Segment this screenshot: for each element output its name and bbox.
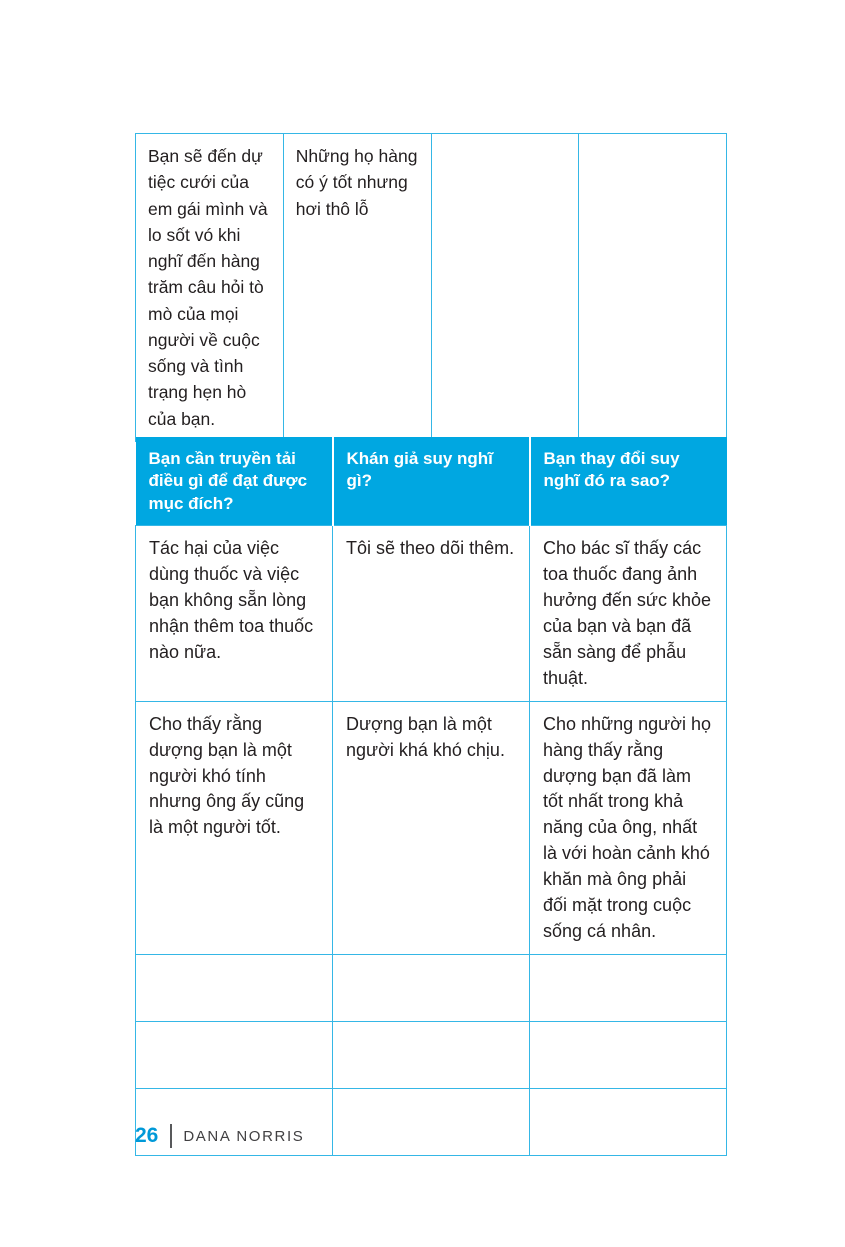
table-cell [136,954,333,1021]
table-cell: Những họ hàng có ý tốt nhưng hơi thô lỗ [283,134,431,442]
table-cell: Cho bác sĩ thấy các toa thuốc đang ảnh hưởng đến sức khỏe của bạn và bạn đã sẵn sàng để phẫu thuật. [530,526,727,701]
table-row [136,954,727,1021]
column-header-change: Bạn thay đổi suy nghĩ đó ra sao? [530,438,727,526]
table-row [136,701,727,954]
page-number: 26 [135,1124,159,1147]
table-cell [333,1021,530,1088]
table-cell: Cho thấy rằng dượng bạn là một người khó tính nhưng ông ấy cũng là một người tốt. [136,701,333,954]
communication-worksheet-table [135,437,727,1156]
table-row [136,526,727,701]
table-cell: Cho những người họ hàng thấy rằng dượng bạn đã làm tốt nhất trong khả năng của ông, nhất là với hoàn cảnh khó khăn mà ông phải đối mặt trong cuộc sống cá nhân. [530,701,727,954]
table-cell [333,1088,530,1155]
table-header-row [136,438,727,526]
table-cell [431,134,579,442]
column-header-message: Bạn cần truyền tải điều gì để đạt được mục đích? [136,438,333,526]
author-name: DANA NORRIS [183,1127,305,1145]
table-row [136,134,727,442]
page-footer [135,1124,304,1148]
scenario-table [135,133,727,442]
table-cell: Dượng bạn là một người khá khó chịu. [333,701,530,954]
table-cell [530,1088,727,1155]
table-cell [530,954,727,1021]
table-cell [136,1021,333,1088]
column-header-audience: Khán giả suy nghĩ gì? [333,438,530,526]
table-cell: Tôi sẽ theo dõi thêm. [333,526,530,701]
table-cell: Bạn sẽ đến dự tiệc cưới của em gái mình và lo sốt vó khi nghĩ đến hàng trăm câu hỏi tò mò của mọi người về cuộc sống và tình trạng hẹn hò của bạn. [136,134,284,442]
table-cell: Tác hại của việc dùng thuốc và việc bạn không sẵn lòng nhận thêm toa thuốc nào nữa. [136,526,333,701]
table-row [136,1021,727,1088]
table-cell [333,954,530,1021]
table-cell [579,134,727,442]
footer-divider [170,1124,172,1148]
table-cell [530,1021,727,1088]
